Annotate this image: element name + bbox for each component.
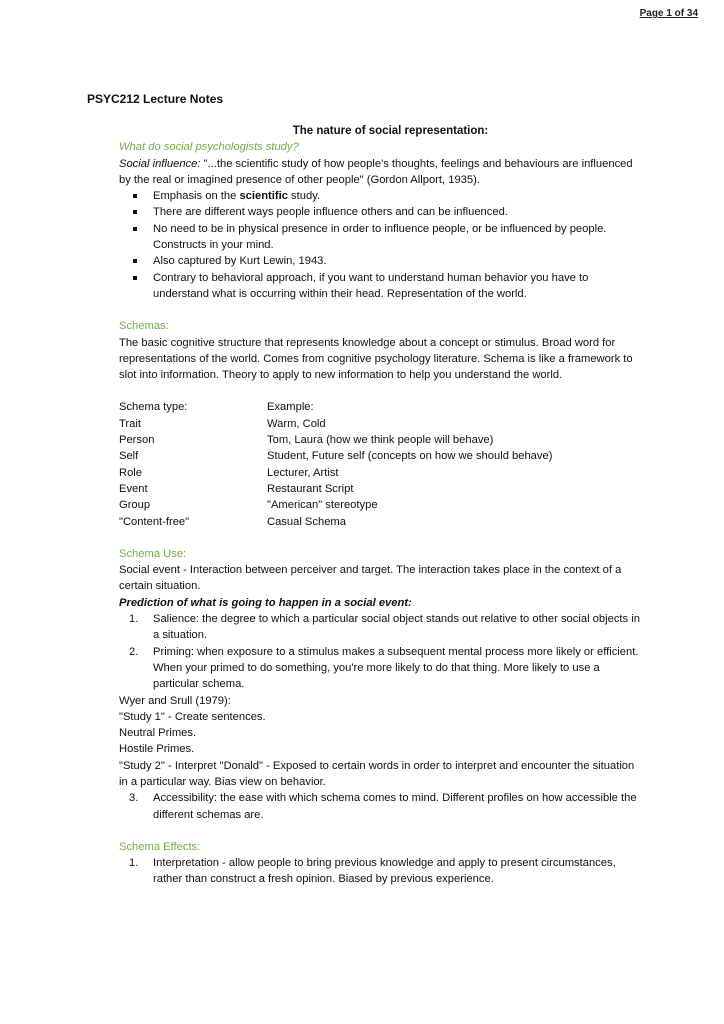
table-cell: Role — [119, 466, 143, 479]
list-item — [129, 790, 644, 823]
prediction-subheading: Prediction of what is going to happen in a social event: — [119, 596, 412, 609]
bullet-text: study. — [287, 190, 321, 203]
table-cell: Lecturer, Artist — [267, 466, 339, 479]
text-line: "Study 2" - Interpret "Donald" - Exposed to certain words in order to interpret and encounter the situation in a particular way. Bias view on behavior. — [119, 759, 635, 788]
document-body — [119, 123, 644, 888]
list-item-text: Salience: the degree to which a particular social object stands out relative to other social objects in a situation. — [153, 613, 640, 642]
question-heading: What do social psychologists study? — [119, 141, 299, 154]
list-item: Also captured by Kurt Lewin, 1943. — [153, 253, 644, 269]
bullet-text: Emphasis on the — [153, 190, 240, 203]
table-row — [119, 514, 552, 530]
table-cell: Student, Future self (concepts on how we should behave) — [267, 450, 553, 463]
table-cell: "American" stereotype — [267, 499, 378, 512]
table-cell: Event — [119, 482, 148, 495]
list-number: 3. — [129, 792, 139, 805]
list-item-text: Interpretation - allow people to bring previous knowledge and apply to present circumstances, rather than construct a fresh opinion. Biased by previous experience. — [153, 857, 616, 886]
table-header-cell: Example: — [267, 401, 314, 414]
social-influence-text: "...the scientific study of how people's thoughts, feelings and behaviours are influenced by the real or imagined presence of other people" (Gordon Allport, 1935). — [119, 157, 633, 186]
list-item — [129, 855, 644, 888]
list-item-text: Accessibility: the ease with which schema comes to mind. Different profiles on how accessible the different schemas are. — [153, 792, 637, 821]
table-row — [119, 497, 552, 513]
table-row — [119, 416, 552, 432]
social-influence-label: Social influence: — [119, 157, 201, 170]
section-title: The nature of social representation: — [292, 125, 489, 137]
table-cell: Tom, Laura (how we think people will behave) — [267, 434, 494, 447]
table-header-cell: Schema type: — [119, 401, 188, 414]
social-influence-paragraph — [119, 156, 644, 189]
schemas-heading: Schemas: — [119, 320, 169, 333]
list-item-text: Priming: when exposure to a stimulus makes a subsequent mental process more likely or efficient. When your primed to do something, you're more likely to do that thing. More likely to use a particular schema. — [153, 645, 639, 691]
table-row — [119, 448, 552, 464]
list-item — [129, 644, 644, 693]
table-row — [119, 465, 552, 481]
text-line: Hostile Primes. — [119, 743, 195, 756]
bullet-bold-text: scientific — [239, 190, 288, 203]
document-header: PSYC212 Lecture Notes — [87, 92, 224, 106]
list-number: 2. — [129, 645, 139, 658]
schema-effects-heading: Schema Effects: — [119, 840, 201, 853]
table-cell: Self — [119, 450, 139, 463]
text-line: Neutral Primes. — [119, 727, 197, 740]
table-cell: Group — [119, 499, 151, 512]
list-item — [153, 188, 644, 204]
table-cell: Restaurant Script — [267, 482, 354, 495]
numbered-list — [119, 855, 644, 888]
table-cell: Trait — [119, 417, 141, 430]
schemas-paragraph: The basic cognitive structure that represents knowledge about a concept or stimulus. Broad word for representations of the world. Comes from cognitive psychology literature. Schema is like a framework to slot into information. Theory to apply to new information to help you understand the world. — [119, 336, 633, 382]
numbered-list — [119, 790, 644, 823]
schema-table — [119, 399, 552, 529]
bullet-list — [119, 188, 644, 302]
list-item — [129, 611, 644, 644]
table-cell: Person — [119, 434, 155, 447]
schema-use-heading: Schema Use: — [119, 547, 187, 560]
table-cell: "Content-free" — [119, 515, 190, 528]
table-row — [119, 432, 552, 448]
list-item: There are different ways people influence others and can be influenced. — [153, 204, 644, 220]
table-cell: Casual Schema — [267, 515, 346, 528]
list-item: Contrary to behavioral approach, if you want to understand human behavior you have to understand what is occurring within their head. Representation of the world. — [153, 270, 644, 303]
schema-use-paragraph: Social event - Interaction between perceiver and target. The interaction takes place in the context of a certain situation. — [119, 564, 622, 593]
table-row — [119, 481, 552, 497]
table-header-row — [119, 399, 552, 415]
page-number: Page 1 of 34 — [639, 8, 698, 19]
table-cell: Warm, Cold — [267, 417, 326, 430]
list-number: 1. — [129, 857, 139, 870]
text-line: "Study 1" - Create sentences. — [119, 710, 266, 723]
numbered-list — [119, 611, 644, 692]
list-number: 1. — [129, 613, 139, 626]
list-item: No need to be in physical presence in order to influence people, or be influenced by people. Constructs in your mind. — [153, 221, 644, 254]
text-line: Wyer and Srull (1979): — [119, 694, 231, 707]
